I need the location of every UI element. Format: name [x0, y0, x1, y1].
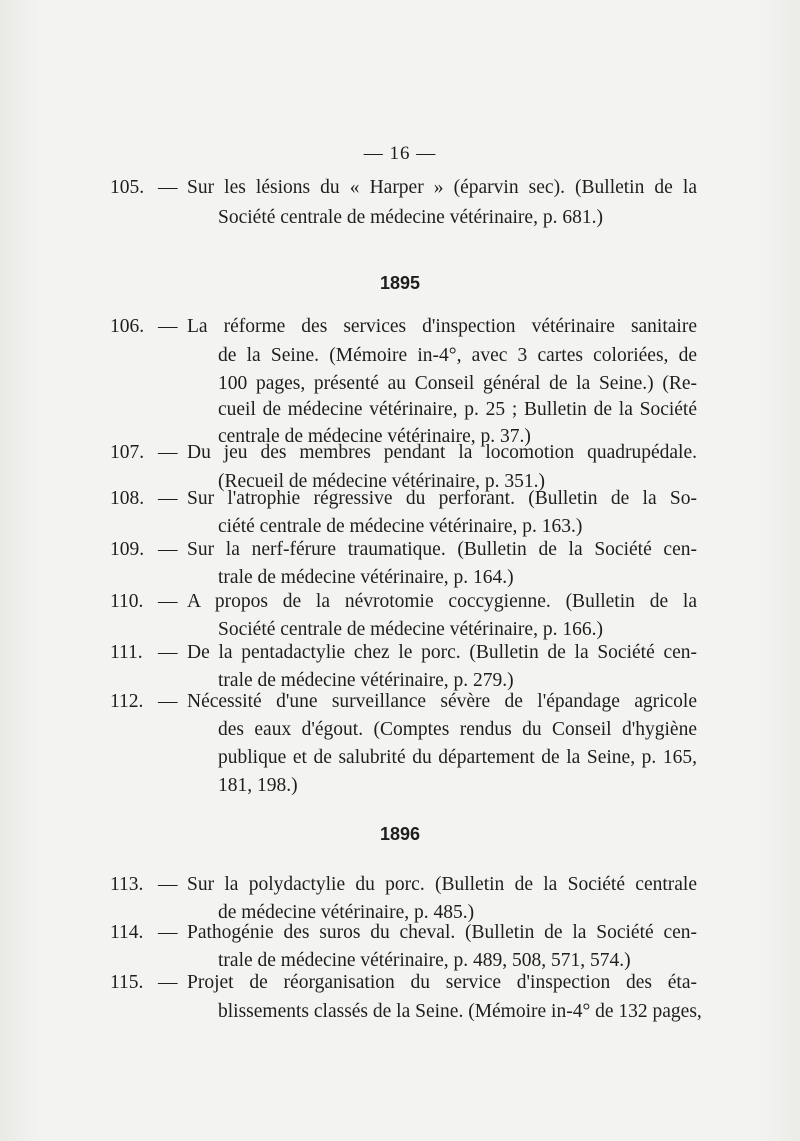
entry-line: ciété centrale de médecine vétérinaire, p. 163.): [218, 516, 583, 537]
entry-dash: —: [158, 488, 178, 509]
entry-line: 181, 198.): [218, 775, 298, 796]
entry-dash: —: [158, 442, 178, 463]
entry-number: 112.: [110, 691, 144, 712]
entry-line: des eaux d'égout. (Comptes rendus du Conseil d'hygiène: [218, 719, 697, 740]
entry-line: Pathogénie des suros du cheval. (Bulletin de la Société cen-: [187, 922, 697, 943]
entry-line: trale de médecine vétérinaire, p. 489, 508, 571, 574.): [218, 950, 631, 971]
entry-number: 109.: [110, 539, 145, 560]
entry-number: 108.: [110, 488, 145, 509]
entry-line: Nécessité d'une surveillance sévère de l'épandage agricole: [187, 691, 697, 712]
entry-line: De la pentadactylie chez le porc. (Bulletin de la Société cen-: [187, 642, 697, 663]
entry-dash: —: [158, 972, 178, 993]
entry-line: A propos de la névrotomie coccygienne. (Bulletin de la: [187, 591, 697, 612]
year-heading-1895: 1895: [379, 273, 421, 293]
entry-line: trale de médecine vétérinaire, p. 164.): [218, 567, 514, 588]
entry-number: 113.: [110, 874, 144, 895]
entry-line: centrale de médecine vétérinaire, p. 37.): [218, 426, 531, 447]
entry-line: Projet de réorganisation du service d'inspection des éta-: [187, 972, 697, 993]
entry-number: 114.: [110, 922, 144, 943]
entry-number: 115.: [110, 972, 144, 993]
entry-line: Société centrale de médecine vétérinaire, p. 166.): [218, 619, 603, 640]
entry-line: Société centrale de médecine vétérinaire, p. 681.): [218, 207, 603, 228]
entry-dash: —: [158, 691, 178, 712]
page-number: — 16 —: [363, 143, 437, 164]
entry-line: La réforme des services d'inspection vétérinaire sanitaire: [187, 316, 697, 337]
year-heading-1896: 1896: [379, 824, 421, 844]
entry-line: de médecine vétérinaire, p. 485.): [218, 902, 475, 923]
entry-dash: —: [158, 177, 178, 198]
entry-number: 105.: [110, 177, 145, 198]
entry-dash: —: [158, 922, 178, 943]
entry-dash: —: [158, 642, 178, 663]
entry-line: cueil de médecine vétérinaire, p. 25 ; Bulletin de la Société: [218, 399, 697, 420]
entry-line: publique et de salubrité du département de la Seine, p. 165,: [218, 747, 697, 768]
entry-line: Du jeu des membres pendant la locomotion quadrupédale.: [187, 442, 697, 463]
entry-line: 100 pages, présenté au Conseil général de la Seine.) (Re-: [218, 373, 697, 394]
entry-dash: —: [158, 539, 178, 560]
entry-number: 107.: [110, 442, 145, 463]
entry-line: de la Seine. (Mémoire in-4°, avec 3 cartes coloriées, de: [218, 345, 697, 366]
entry-line: (Recueil de médecine vétérinaire, p. 351.): [218, 471, 546, 492]
entry-number: 111.: [110, 642, 143, 663]
entry-number: 110.: [110, 591, 144, 612]
entry-line: Sur la polydactylie du porc. (Bulletin de la Société centrale: [187, 874, 697, 895]
entry-line: trale de médecine vétérinaire, p. 279.): [218, 670, 514, 691]
entry-line: Sur les lésions du « Harper » (éparvin sec). (Bulletin de la: [187, 177, 697, 198]
entry-line: blissements classés de la Seine. (Mémoire in-4° de 132 pages,: [218, 1001, 702, 1022]
entry-dash: —: [158, 316, 178, 337]
entry-number: 106.: [110, 316, 145, 337]
entry-dash: —: [158, 874, 178, 895]
entry-line: Sur l'atrophie régressive du perforant. (Bulletin de la So-: [187, 488, 697, 509]
entry-dash: —: [158, 591, 178, 612]
entry-line: Sur la nerf-férure traumatique. (Bulletin de la Société cen-: [187, 539, 697, 560]
